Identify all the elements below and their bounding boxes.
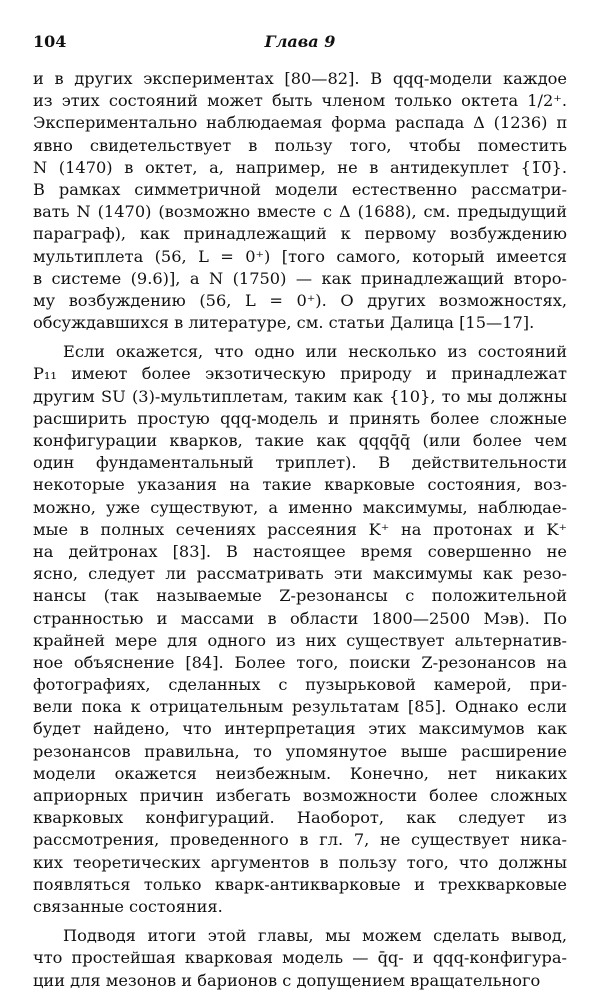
text-line: на дейтронах [83]. В настоящее время совершенно не — [33, 541, 567, 561]
paragraph-gap — [33, 918, 567, 925]
running-title: Глава 9 — [264, 32, 336, 51]
page-number: 104 — [33, 32, 67, 51]
text-line: ясно, следует ли рассматривать эти максимумы как резо- — [33, 564, 567, 584]
text-line: нансы (так называемые Z-резонансы с положительной — [33, 586, 567, 606]
paragraph — [33, 68, 567, 334]
body-text — [33, 68, 567, 992]
paragraph — [33, 341, 567, 918]
text-line: связанные состояния. — [33, 896, 223, 916]
text-line: другим SU (3)-мультиплетам, таким как {10}, то мы должны — [33, 386, 567, 406]
text-line: что простейшая кварковая модель — q̄q- и qqq-конфигура- — [33, 948, 567, 968]
text-line: Экспериментально наблюдаемая форма распада Δ (1236) π — [33, 113, 567, 133]
text-line: появляться только кварк-антикварковые и трехкварковые — [33, 874, 567, 894]
text-line: му возбуждению (56, L = 0⁺). О других возможностях, — [33, 290, 567, 310]
text-line: N (1470) в октет, а, например, не в антидекуплет {1̅0̅}. — [33, 157, 567, 177]
text-line: вели пока к отрицательным результатам [85]. Однако если — [33, 697, 567, 717]
text-line: один фундаментальный триплет). В действительности — [33, 453, 567, 473]
paragraph-gap — [33, 334, 567, 341]
page-header — [33, 28, 567, 56]
text-line: мультиплета (56, L = 0⁺) [того самого, который имеется — [33, 246, 567, 266]
text-line: фотографиях, сделанных с пузырьковой камерой, при- — [33, 675, 567, 695]
text-line: некоторые указания на такие кварковые состояния, воз- — [33, 475, 567, 495]
text-line: обсуждавшихся в литературе, см. статьи Далица [15—17]. — [33, 313, 535, 333]
text-line: расширить простую qqq-модель и принять более сложные — [33, 408, 567, 428]
text-line: В рамках симметричной модели естественно рассматри- — [33, 179, 567, 199]
text-line: ное объяснение [84]. Более того, поиски Z-резонансов на — [33, 652, 567, 672]
text-line: параграф), как принадлежащий к первому возбуждению — [33, 224, 567, 244]
text-line: ких теоретических аргументов в пользу того, что должны — [33, 852, 567, 872]
text-line: в системе (9.6)], а N (1750) — как принадлежащий второ- — [33, 268, 567, 288]
text-line: Если окажется, что одно или несколько из состояний — [63, 342, 567, 362]
text-line: будет найдено, что интерпретация этих максимумов как — [33, 719, 567, 739]
paragraph — [33, 925, 567, 992]
text-line: ции для мезонов и барионов с допущением вращательного — [33, 970, 541, 990]
text-line: конфигурации кварков, такие как qqqq̄q̄ (или более чем — [33, 431, 567, 450]
text-line: можно, уже существуют, а именно максимумы, наблюдае- — [33, 497, 567, 517]
text-line: явно свидетельствует в пользу того, чтобы поместить — [33, 135, 567, 155]
text-line: кварковых конфигураций. Наоборот, как следует из — [33, 808, 567, 828]
text-line: рассмотрения, проведенного в гл. 7, не существует никa- — [33, 830, 567, 850]
text-line: странностью и массами в области 1800—2500 Мэв). По — [33, 608, 567, 628]
text-line: модели окажется неизбежным. Конечно, нет никаких — [33, 763, 567, 783]
text-line: априорных причин избегать возможности более сложных — [33, 786, 567, 805]
text-line: крайней мере для одного из них существует альтернатив- — [33, 630, 567, 650]
text-line: Подводя итоги этой главы, мы можем сделать вывод, — [63, 926, 567, 946]
text-line: P₁₁ имеют более экзотическую природу и принадлежат — [33, 364, 567, 384]
text-line: и в других экспериментах [80—82]. В qqq-модели каждое — [33, 69, 567, 88]
text-line: резонансов правильна, то упомянутое выше расширение — [33, 741, 567, 761]
text-line: мые в полных сечениях рассеяния K⁺ на протонах и K⁺ — [33, 519, 567, 539]
text-line: вать N (1470) (возможно вместе с Δ (1688), см. предыдущий — [33, 202, 567, 222]
text-line: из этих состояний может быть членом только октета 1/2⁺. — [33, 91, 567, 111]
